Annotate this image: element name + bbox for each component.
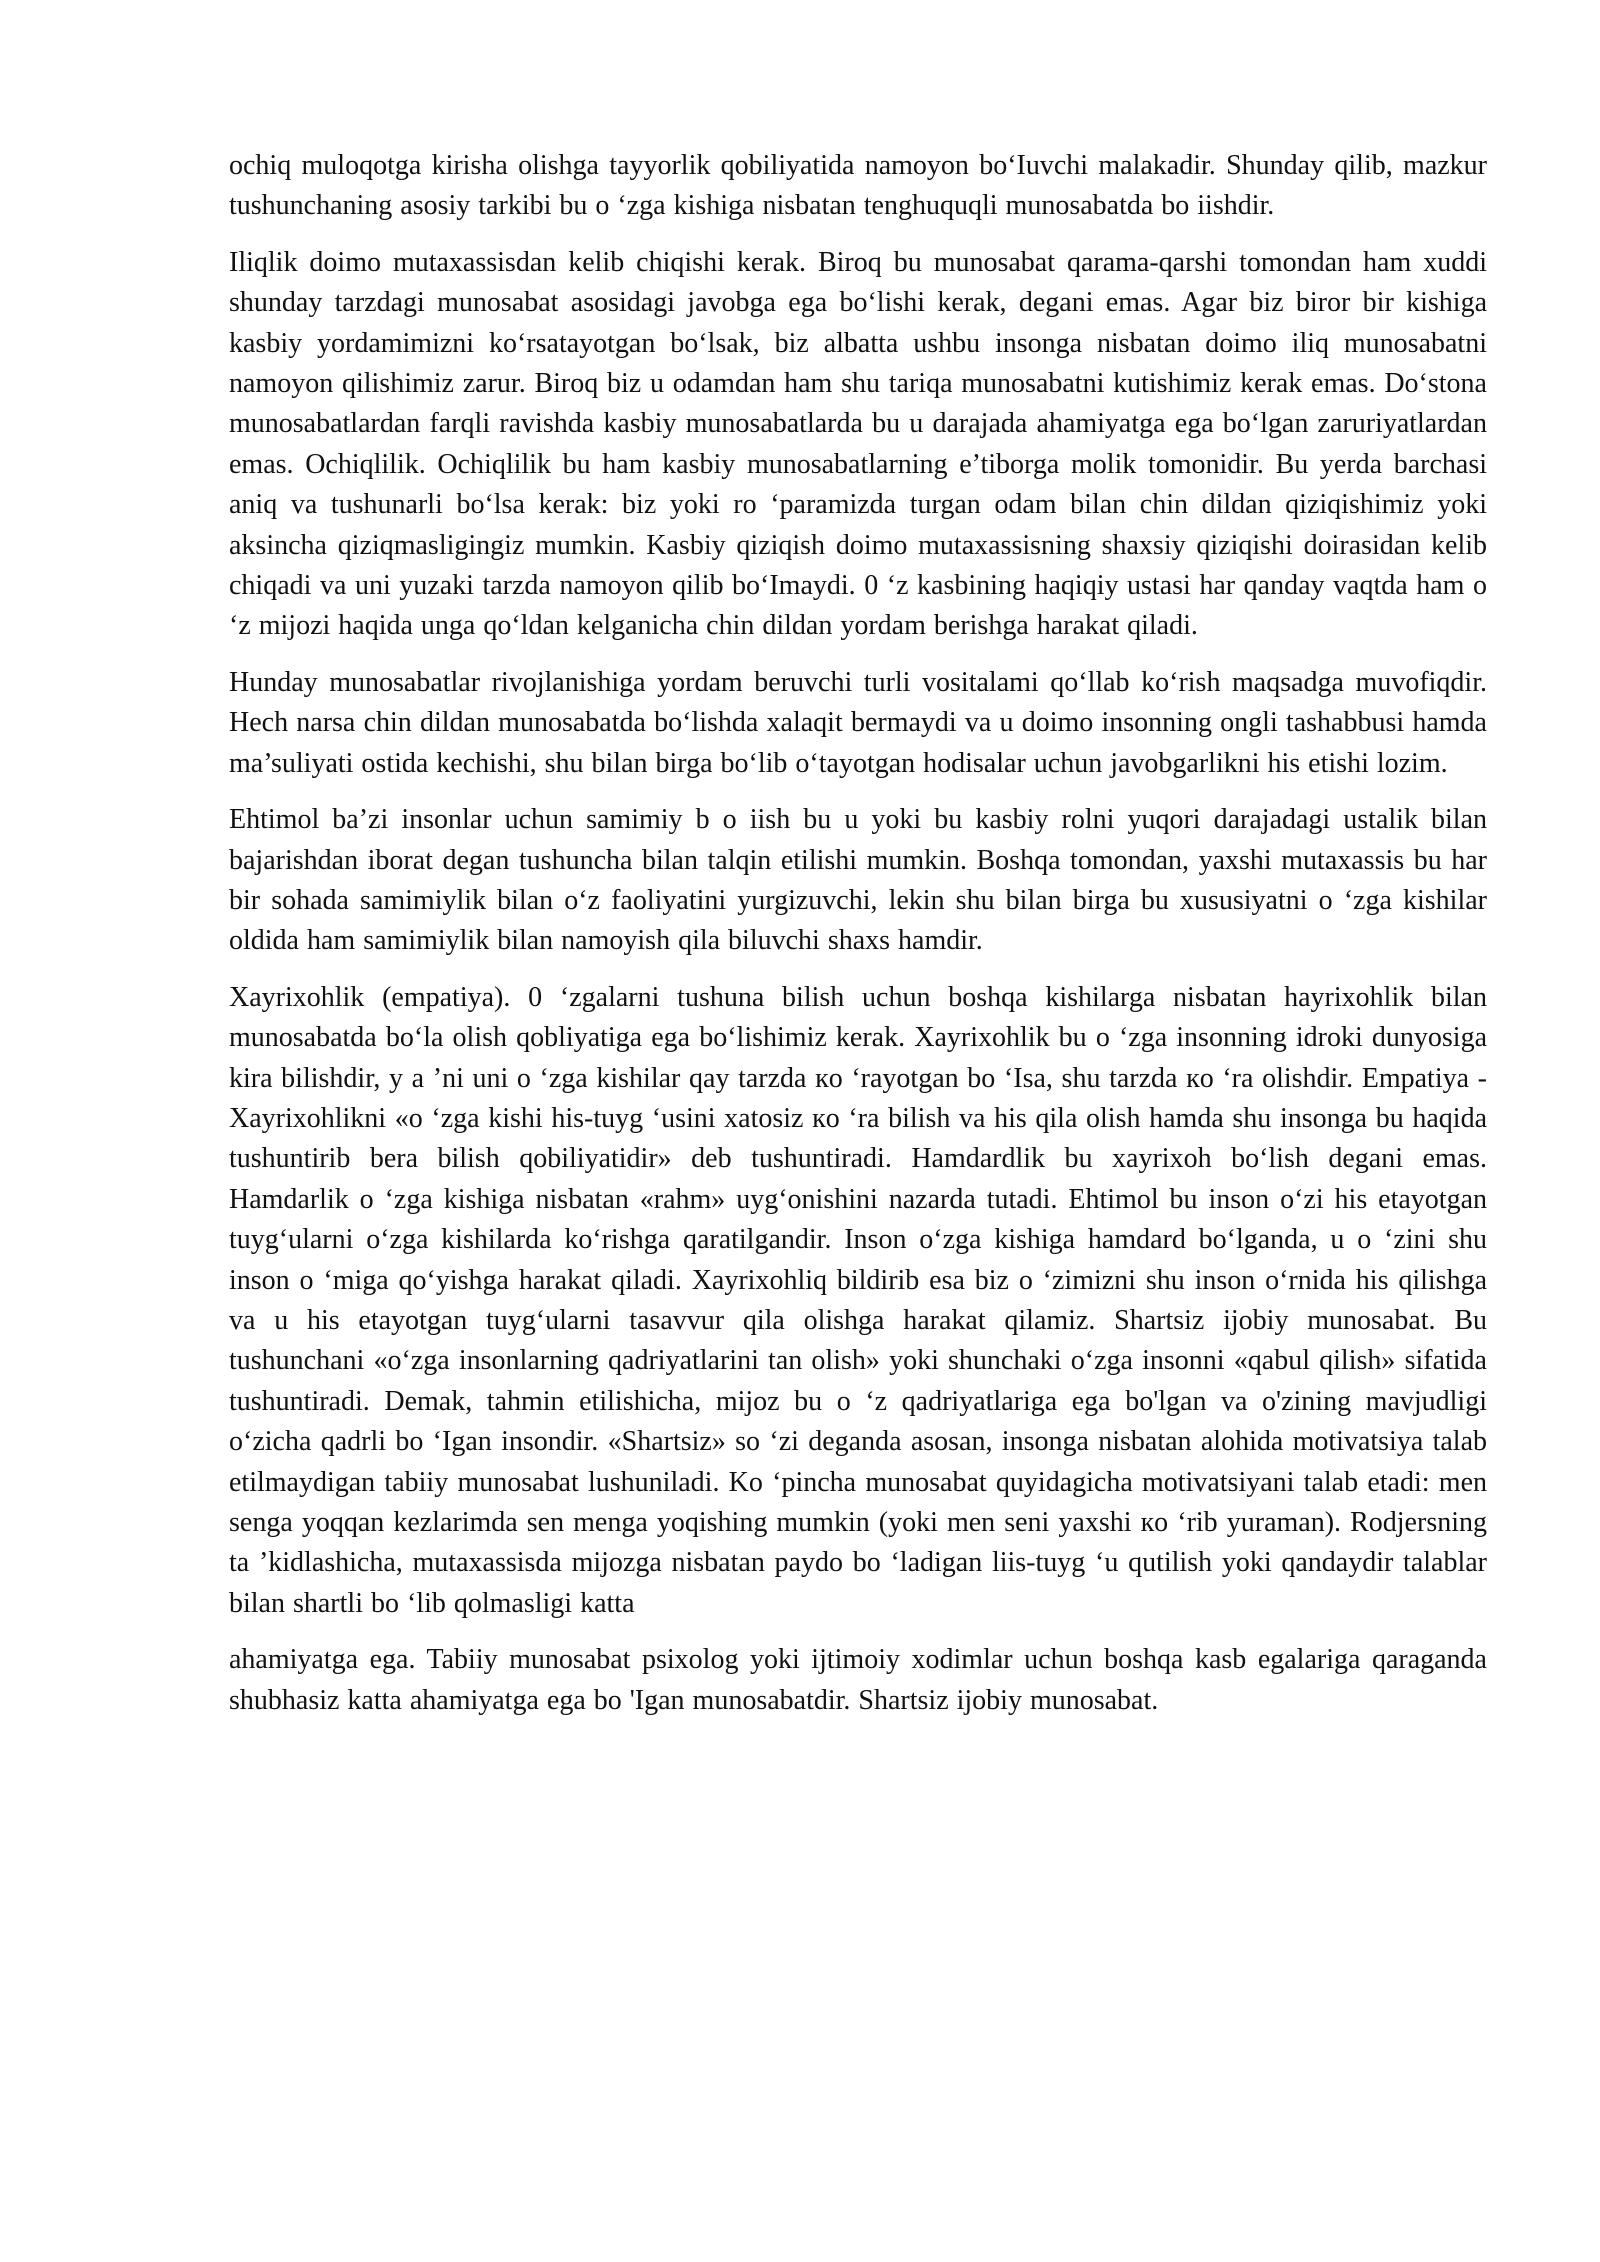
paragraph-3: Hunday munosabatlar rivojlanishiga yordam beruvchi turli vositalami qo‘llab ko‘rish maqsadga muvofiqdir. Hech narsa chin dildan munosabatda bo‘lishda xalaqit bermaydi va u doimo insonning ongli tashabbusi hamda ma’suliyati ostida kechishi, shu bilan birga bo‘lib o‘tayotgan hodisalar uchun javobgarlikni his etishi lozim. xyxy=(229,666,1487,779)
paragraph-6: ahamiyatga ega. Tabiiy munosabat psixolog yoki ijtimoiy xodimlar uchun boshqa kasb egalariga qaraganda shubhasiz katta ahamiyatga ega bo 'Igan munosabatdir. Shartsiz ijobiy munosabat. xyxy=(229,1644,1487,1716)
paragraph-2: Iliqlik doimo mutaxassisdan kelib chiqishi kerak. Biroq bu munosabat qarama-qarshi tomondan ham xuddi shunday tarzdagi munosabat asosidagi javobga ega bo‘lishi kerak, degani emas. Agar biz biror bir kishiga kasbiy yordamimizni ko‘rsatayotgan bo‘lsak, biz albatta ushbu insonga nisbatan doimo iliq munosabatni namoyon qilishimiz zarur. Biroq biz u odamdan ham shu tariqa munosabatni kutishimiz kerak emas. Do‘stona munosabatlardan farqli ravishda kasbiy munosabatlarda bu u darajada ahamiyatga ega bo‘lgan zaruriyatlardan emas. Ochiqlilik. Ochiqlilik bu ham kasbiy munosabatlarning e’tiborga molik tomonidir. Bu yerda barchasi aniq va tushunarli bo‘lsa kerak: biz yoki ro ‘paramizda turgan odam bilan chin dildan qiziqishimiz yoki aksincha qiziqmasligingiz mumkin. Kasbiy qiziqish doimo mutaxassisning shaxsiy qiziqishi doirasidan kelib chiqadi va uni yuzaki tarzda namoyon qilib bo‘Imaydi. 0 ‘z kasbining haqiqiy ustasi har qanday vaqtda ham o ‘z mijozi haqida unga qo‘ldan kelganicha chin dildan yordam berishga harakat qiladi. xyxy=(229,246,1487,642)
paragraph-5: Xayrixohlik (empatiya). 0 ‘zgalarni tushuna bilish uchun boshqa kishilarga nisbatan hayrixohlik bilan munosabatda bo‘la olish qobliyatiga ega bo‘lishimiz kerak. Xayrixohlik bu o ‘zga insonning idroki dunyosiga kira bilishdir, y a ’ni uni o ‘zga kishilar qay tarzda кo ‘rayotgan bo ‘Isa, shu tarzda кo ‘ra olishdir. Empatiya - Xayrixohlikni «o ‘zga kishi his-tuyg ‘usini xatosiz кo ‘ra bilish va his qila olish hamda shu insonga bu haqida tushuntirib bera bilish qobiliyatidir» deb tushuntiradi. Hamdardlik bu xayrixoh bo‘lish degani emas. Hamdarlik o ‘zga kishiga nisbatan «rahm» uyg‘onishini nazarda tutadi. Ehtimol bu inson o‘zi his etayotgan tuyg‘ularni o‘zga kishilarda ko‘rishga qaratilgandir. Inson o‘zga kishiga hamdard bo‘lganda, u o ‘zini shu inson o ‘miga qo‘yishga harakat qiladi. Xayrixohliq bildirib esa biz o ‘zimizni shu inson o‘rnida his qilishga va u his etayotgan tuyg‘ularni tasavvur qila olishga harakat qilamiz. Shartsiz ijobiy munosabat. Bu tushunchani «o‘zga insonlarning qadriyatlarini tan olish» yoki shunchaki o‘zga insonni «qabul qilish» sifatida tushuntiradi. Demak, tahmin etilishicha, mijoz bu o ‘z qadriyatlariga ega bo'lgan va o'zining mavjudligi o‘zicha qadrli bo ‘Igan insondir. «Shartsiz» so ‘zi deganda asosan, insonga nisbatan alohida motivatsiya talab etilmaydigan tabiiy munosabat lushuniladi. Ko ‘pincha munosabat quyidagicha motivatsiyani talab etadi: men senga yoqqan kezlarimda sen menga yoqishing mumkin (yoki men seni yaxshi кo ‘rib yuraman). Rodjersning ta ’kidlashicha, mutaxassisda mijozga nisbatan paydo bo ‘ladigan liis-tuyg ‘u qutilish yoki qandaydir talablar bilan shartli bo ‘lib qolmasligi katta xyxy=(229,981,1487,1619)
document-page xyxy=(229,146,1487,1721)
paragraph-4: Ehtimol ba’zi insonlar uchun samimiy b o iish bu u yoki bu kasbiy rolni yuqori darajadagi ustalik bilan bajarishdan iborat degan tushuncha bilan talqin etilishi mumkin. Boshqa tomondan, yaxshi mutaxassis bu har bir sohada samimiylik bilan o‘z faoliyatini yurgizuvchi, lekin shu bilan birga bu xususiyatni o ‘zga kishilar oldida ham samimiylik bilan namoyish qila biluvchi shaxs hamdir. xyxy=(229,804,1487,957)
paragraph-1: ochiq muloqotga kirisha olishga tayyorlik qobiliyatida namoyon bo‘Iuvchi malakadir. Shunday qilib, mazkur tushunchaning asosiy tarkibi bu o ‘zga kishiga nisbatan tenghuquqli munosabatda bo iishdir. xyxy=(229,150,1487,222)
